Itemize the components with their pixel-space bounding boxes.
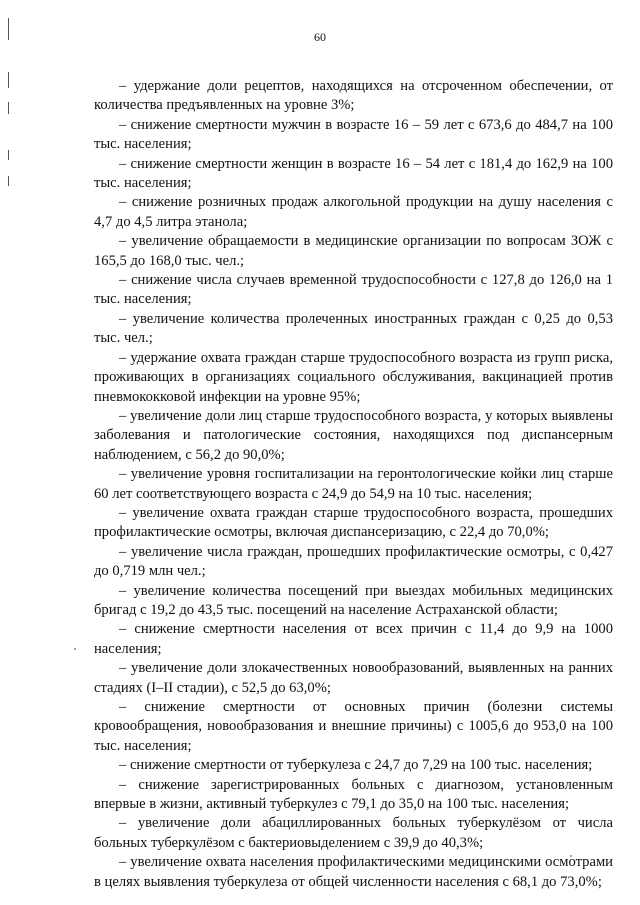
scan-dot (74, 648, 76, 650)
list-item: – увеличение числа граждан, прошедших профилактические осмотры, с 0,427 до 0,719 млн чел.; (94, 543, 613, 580)
scan-margin-mark (8, 102, 9, 114)
list-item: – удержание доли рецептов, находящихся на отсроченном обеспечении, от количества предъявленных на уровне 3%; (94, 78, 613, 114)
list-item: – увеличение доли абациллированных больных туберкулёзом от числа больных туберкулёзом с бактериовыделением с 39,9 до 40,3%; (94, 815, 613, 851)
page-number: 60 (314, 30, 326, 44)
list-item: – снижение смертности от туберкулеза с 24,7 до 7,29 на 100 тыс. населения; (119, 757, 593, 774)
scan-margin-mark (8, 176, 9, 186)
scan-margin-mark (8, 72, 9, 88)
list-item: – увеличение обращаемости в медицинские организации по вопросам ЗОЖ с 165,5 до 168,0 тыс. чел.; (94, 233, 613, 269)
list-item: – снижение зарегистрированных больных с диагнозом, установленным впервые в жизни, активный туберкулез с 79,1 до 35,0 на 100 тыс. населения; (94, 776, 613, 813)
list-item: – увеличение охвата населения профилактическими медицинскими осмотрами в целях выявления туберкулеза от общей численности населения с 68,1 до 73,0%; (94, 854, 613, 890)
list-item: – увеличение доли лиц старше трудоспособного возраста, у которых выявлены заболевания и патологические состояния, находящихся под диспансерным наблюдением, с 56,2 до 90,0%; (94, 407, 613, 463)
list-item: – увеличение количества посещений при выездах мобильных медицинских бригад с 19,2 до 43,5 тыс. посещений на население Астраханской области; (94, 582, 613, 618)
list-item: – увеличение уровня госпитализации на геронтологические койки лиц старше 60 лет соответствующего возраста с 24,9 до 54,9 на 10 тыс. населения; (94, 466, 613, 502)
list-item: – увеличение количества пролеченных иностранных граждан с 0,25 до 0,53 тыс. чел.; (94, 310, 613, 347)
list-item: – снижение смертности мужчин в возрасте 16 – 59 лет с 673,6 до 484,7 на 100 тыс. населения; (94, 116, 613, 153)
list-item: – удержание охвата граждан старше трудоспособного возраста из групп риска, проживающих в организациях социального обслуживания, вакцинацией против пневмококковой инфекции на уровне 95%; (94, 349, 613, 405)
list-item: – снижение смертности населения от всех причин с 11,4 до 9,9 на 1000 населения; (94, 621, 613, 657)
list-item: – снижение числа случаев временной трудоспособности с 127,8 до 126,0 на 1 тыс. населения; (94, 272, 613, 308)
document-body (94, 77, 613, 892)
list-item: – увеличение охвата граждан старше трудоспособного возраста, прошедших профилактические осмотры, включая диспансеризацию, с 22,4 до 70,0%; (94, 504, 613, 541)
scan-margin-mark (8, 150, 9, 160)
list-item: – снижение смертности от основных причин (болезни системы кровообращения, новообразования и внешние причины) с 1005,6 до 953,0 на 100 тыс. населения; (94, 699, 613, 754)
list-item: – увеличение доли злокачественных новообразований, выявленных на ранних стадиях (I–II стадии), с 52,5 до 63,0%; (94, 660, 613, 696)
list-item: – снижение розничных продаж алкогольной продукции на душу населения с 4,7 до 4,5 литра этанола; (94, 194, 613, 230)
list-item: – снижение смертности женщин в возрасте 16 – 54 лет с 181,4 до 162,9 на 100 тыс. населения; (94, 155, 613, 192)
